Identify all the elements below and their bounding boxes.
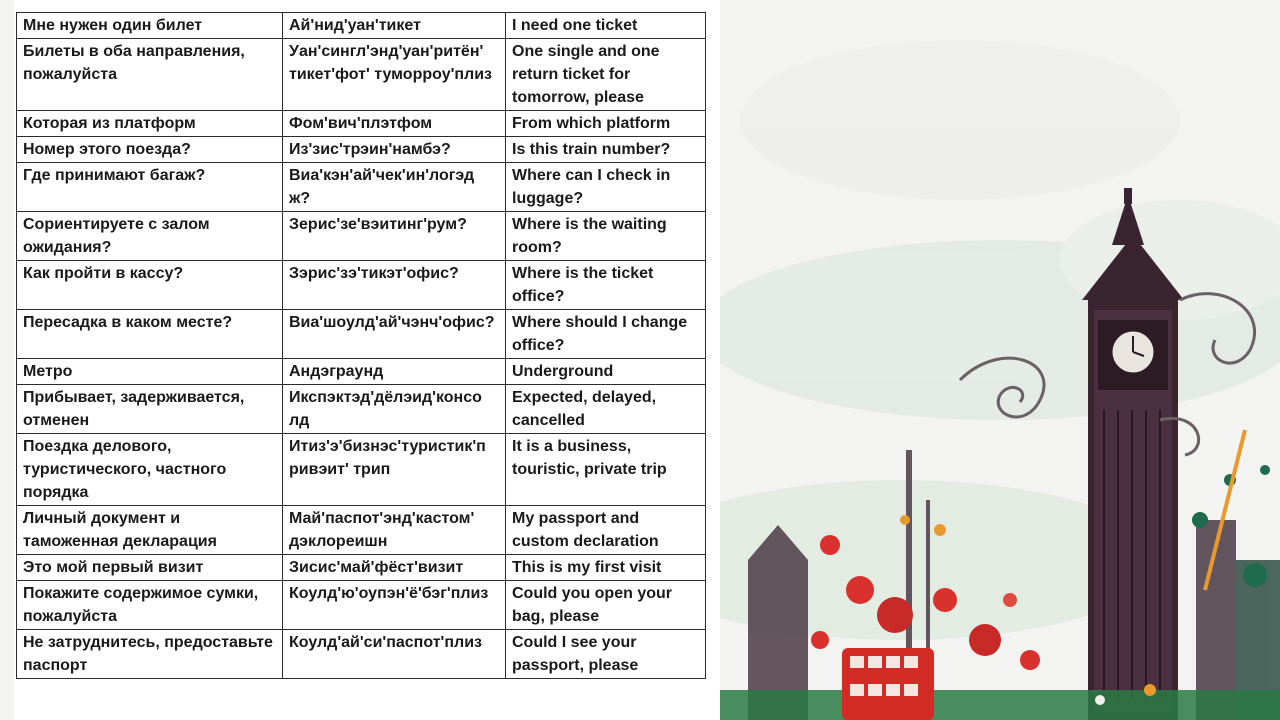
table-row [17,581,706,630]
table-row [17,163,706,212]
russian-phrase: Метро [17,359,283,385]
transliteration: Фом'вич'плэтфом [283,111,506,137]
english-phrase: Is this train number? [506,137,706,163]
transliteration: Из'зис'трэин'намбэ? [283,137,506,163]
transliteration: Виа'шоулд'ай'чэнч'офис? [283,310,506,359]
english-phrase: One single and one return ticket for tomorrow, please [506,39,706,111]
russian-phrase: Поездка делового, туристического, частного порядка [17,434,283,506]
russian-phrase: Мне нужен один билет [17,13,283,39]
english-phrase: Where should I change office? [506,310,706,359]
russian-phrase: Как пройти в кассу? [17,261,283,310]
table-row [17,555,706,581]
english-phrase: Expected, delayed, cancelled [506,385,706,434]
english-phrase: My passport and custom declaration [506,506,706,555]
table-row [17,630,706,679]
russian-phrase: Это мой первый визит [17,555,283,581]
table-row [17,310,706,359]
double-decker-bus-icon [842,648,934,720]
english-phrase: Where is the waiting room? [506,212,706,261]
english-phrase: Where is the ticket office? [506,261,706,310]
table-row [17,39,706,111]
table-row [17,212,706,261]
russian-phrase: Сориентируете с залом ожидания? [17,212,283,261]
transliteration: Зерис'зе'вэитинг'рум? [283,212,506,261]
table-row [17,111,706,137]
transliteration: Виа'кэн'ай'чек'ин'логэд ж? [283,163,506,212]
transliteration: Уан'сингл'энд'уан'ритён' тикет'фот' туморроу'плиз [283,39,506,111]
table-row [17,359,706,385]
russian-phrase: Которая из платформ [17,111,283,137]
transliteration: Андэграунд [283,359,506,385]
table-row [17,434,706,506]
table-row [17,385,706,434]
russian-phrase: Номер этого поезда? [17,137,283,163]
transliteration: Ай'нид'уан'тикет [283,13,506,39]
english-phrase: Where can I check in luggage? [506,163,706,212]
transliteration: Коулд'ю'оупэн'ё'бэг'плиз [283,581,506,630]
russian-phrase: Билеты в оба направления, пожалуйста [17,39,283,111]
transliteration: Коулд'ай'си'паспот'плиз [283,630,506,679]
russian-phrase: Где принимают багаж? [17,163,283,212]
table-row [17,506,706,555]
transliteration: Май'паспот'энд'кастом' дэклореишн [283,506,506,555]
watercolor-wash [640,40,1280,640]
english-phrase: It is a business, touristic, private trip [506,434,706,506]
table-row [17,261,706,310]
english-phrase: Underground [506,359,706,385]
table-row [17,13,706,39]
transliteration: Итиз'э'бизнэс'туристик'п ривэит' трип [283,434,506,506]
english-phrase: This is my first visit [506,555,706,581]
russian-phrase: Личный документ и таможенная декларация [17,506,283,555]
transliteration: Зэрис'зэ'тикэт'офис? [283,261,506,310]
russian-phrase: Покажите содержимое сумки, пожалуйста [17,581,283,630]
english-phrase: I need one ticket [506,13,706,39]
transliteration: Икспэктэд'дёлэид'консо лд [283,385,506,434]
russian-phrase: Пересадка в каком месте? [17,310,283,359]
russian-phrase: Прибывает, задерживается, отменен [17,385,283,434]
phrasebook-table [16,12,706,679]
english-phrase: Could you open your bag, please [506,581,706,630]
table-row [17,137,706,163]
russian-phrase: Не затруднитесь, предоставьте паспорт [17,630,283,679]
english-phrase: From which platform [506,111,706,137]
english-phrase: Could I see your passport, please [506,630,706,679]
transliteration: Зисис'май'фёст'визит [283,555,506,581]
